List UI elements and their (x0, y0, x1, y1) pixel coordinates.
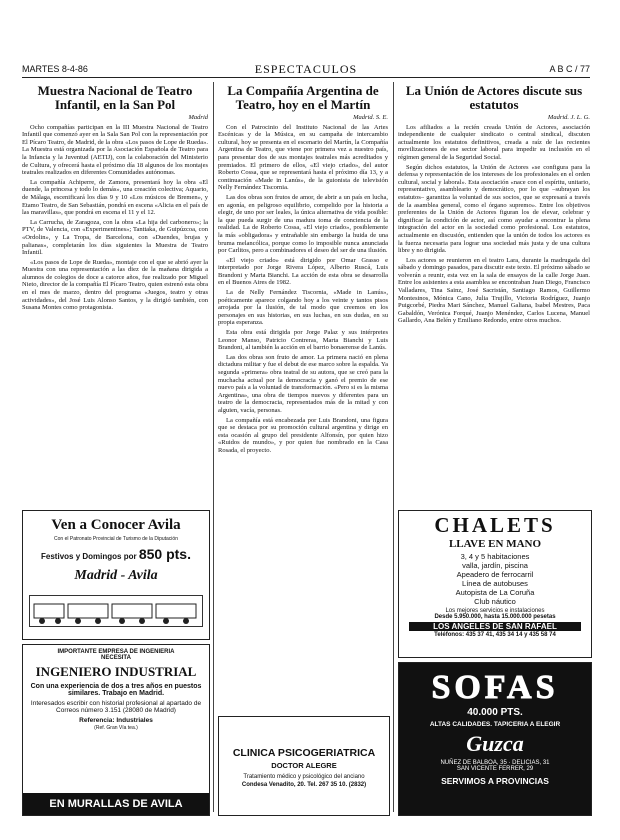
ad-chalets (398, 510, 592, 658)
ad-org: Con el Patronato Provincial de Turismo de la Diputación (54, 536, 178, 542)
ad-line: Línea de autobuses (462, 579, 528, 588)
paragraph: La compañía está encabezada por Luis Brandoni, una figura que se destaca por su promoción cultural argentina y dirige en esta ocasión al grupo del presidente Alfonsín, por quien hizo «Ruidos de mundo», y por quien fue nombrado en la Casa Rosada, el proyecto. (218, 416, 388, 454)
ad-title: CHALETS (434, 513, 556, 537)
ad-brand: Guzca (466, 731, 524, 756)
ad-line: Referencia: Industriales (79, 717, 153, 724)
ad-brand: LOS ANGELES DE SAN RAFAEL (409, 622, 581, 631)
paragraph: Los actores se reunieron en el teatro Lara, durante la madrugada del sábado y domingo pasados, para discutir este texto. El próximo sábado se volverán a reunir, esta vez en la sala de ensayos de la calle Jorge Juan. Entre los asistentes a esta asamblea se encontraban Juan Diego, Francisco Valladares, Tina Sainz, José Sacristán, Santiago Ramos, Guillermo Montesinos, Mónica Cano, Julia Trujillo, Victoria Rodríguez, Juanjo Puigcorbé, Piedra Mari Sánchez, Manuel Galiana, Isabel Mestres, Paca Gabaldón, Verónica Forqué, Juanjo Menéndez, Carlos Lucena, Manuel Gallardo, Ana Belén y Emiliano Redondo, entre otros muchos. (398, 256, 590, 325)
ad-line: Desde 5.950.000, hasta 15.000.000 pesetas (434, 614, 556, 620)
ad-line: SAN VICENTE FERRER, 29 (456, 766, 534, 772)
ad-line: SERVIMOS A PROVINCIAS (441, 776, 549, 786)
ad-line: IMPORTANTE EMPRESA DE INGENIERIA NECESITA (57, 649, 175, 661)
ad-footer: EN MURALLAS DE AVILA (23, 793, 209, 815)
ad-line: 3, 4 y 5 habitaciones (460, 552, 530, 561)
paragraph: «Los pasos de Lope de Rueda», montaje con el que se abrió ayer la Muestra con una representación a las diez de la mañana dirigida a alumnos de colegios de doce a catorce años, fue realizado por Miguel Nieto, director de la compañía El Pícaro Teatro, quien estrenó esta obra en el mes de marzo, dentro del programa «Juegos, teatro y otras actividades», del José Luis Alonso Santos, y la dirigió también, con Susana Montes como protagonista. (22, 258, 208, 312)
paragraph: Según dichos estatutos, la Unión de Actores «se configura para la defensa y representación de los intereses de los profesionales en el orden cultural, social y laboral». Esta asociación «nace con el espíritu, unitario, representativo, asambleario y democrático, por lo que –subrayan los estatutos– garantiza la voluntad de sus socios, que se expresará a través de la asamblea general, como el órgano supremo». Entre los objetivos preferentes de la Unión de Actores figuran los de elevar, celebrar y dignificar la condición de actor, así como ayudar a encontrar la plena integración del actor en la sociedad como profesional. Los estatutos, actualmente en discusión, entienden que la unión de todos los actores es la fuerza necesaria para lograr una sociedad más justa y de una cultura libre y no dirigida. (398, 163, 590, 255)
ad-title: Ven a Conocer Avila (51, 517, 181, 533)
byline: Madrid. S. E. (353, 114, 388, 121)
ad-line: Club náutico (474, 597, 516, 606)
paragraph: La compañía Achiperre, de Zamora, presentará hoy la obra «El duende, la princesa y todo lo demás», una creación colectiva; Aquario, de Málaga, escenificará los días 9 y 10 «Los músicos de Bremen», y Etamo Teatro, de San Sebastián, pondrá en escena «Alicia en el país de las maravillas», que pondrá en escena el 11 y el 12. (22, 178, 208, 217)
paragraph: Ocho compañías participan en la III Muestra Nacional de Teatro Infantil que comenzó ayer en la Sala San Pol con la representación por El Pícaro Teatro, de Madrid, de la obra «Los pasos de Lope de Rueda». La Muestra está organizada por la Asociación Española de Teatro para la Infancia y la Juventud (AETIJ), con la colaboración del Ministerio de Cultura, y ofrecerá hasta el próximo día 18 algunos de los montajes teatrales realizados en diferentes Comunidades autónomas. (22, 123, 208, 177)
ad-route: Madrid - Avila (74, 568, 158, 583)
ad-price: 40.000 PTS. (467, 707, 523, 718)
article-teatro-infantil (22, 84, 208, 498)
ad-clinica (218, 716, 390, 816)
ad-price-line (23, 546, 209, 562)
ad-ingeniero (22, 644, 210, 816)
ad-price: 850 pts. (138, 546, 191, 562)
ad-line: NUÑEZ DE BALBOA, 35 · DELICIAS, 31 (440, 760, 550, 766)
train-illustration (29, 595, 203, 627)
ad-line: valla, jardín, piscina (462, 561, 528, 570)
article-union-actores (398, 84, 590, 504)
ad-line: Con una experiencia de dos a tres años en puestos similares. Trabajo en Madrid. (30, 683, 202, 697)
paragraph: Las dos obras son fruto de amor. La primera nació en plena dictadura militar y fue el debut de ese marco sobre la espalda. Ya segunda «primera» obra teatral de su autora, que se creó para la muchacha actual por la democracia y ganó el premio de ese nuevo país a la voluntad de transformación. «Pero si es la misma Argentina», una obra de tiempos nuevos y diferentes para un teatro de la democracia, representados más de la mitad y con alguien, vacía, personas. (218, 353, 388, 414)
paragraph: Con el Patrocinio del Instituto Nacional de las Artes Escénicas y de la Música, en su campaña de intercambio cultural, hoy se presenta en el escenario del Martín, la Compañía Argentina de Teatro, que viene por primera vez a nuestro país, para presentar dos de sus montajes teatrales más acreditados y premiados. El primero de ellos, «El viejo criado», del autor Roberto Cossa, que se representará hasta el próximo día 13, y a continuación «Made in Lanús», de la guionista de televisión Nelly Fernández Tiscornia. (218, 123, 388, 192)
ad-title: SOFAS (431, 669, 559, 706)
column-divider (393, 82, 394, 812)
header-section: ESPECTACULOS (254, 62, 358, 76)
ad-line: Los mejores servicios e instalaciones (445, 608, 545, 614)
ad-days: Festivos y Domingos por (41, 552, 137, 561)
headline: La Unión de Actores discute sus estatutos (405, 84, 583, 112)
ad-sofas (398, 662, 592, 816)
paragraph: La de Nelly Fernández Tiscornia, «Made in Lanús», poéticamente aparece colgando hoy a los veinte y tantos pisos arrojada por la ilusión, de tal modo que creemos en los personajes en sus historias, en sus luchas, en sus dudas, en su propia esperanza. (218, 289, 388, 327)
ad-line: Tratamiento médico y psicológico del anciano (243, 774, 365, 780)
ad-subtitle: LLAVE EN MANO (448, 538, 542, 550)
header-rule (22, 77, 590, 78)
ad-line: Apeadero de ferrocarril (456, 570, 534, 579)
ad-phones: Teléfonos: 435 37 41, 435 34 14 y 435 58 74 (434, 632, 556, 638)
ad-title: CLINICA PSICOGERIATRICA (232, 747, 376, 759)
ad-address: Condesa Venadito, 20. Tel. 267 35 10. (2832) (241, 782, 367, 788)
paragraph: Las dos obras son frutos de amor, de abrir a un país en lucha, en agonía, en peligroso equilibrio, compelido por la historia a elegir, de uno por ser leales, la única alternativa de vida posible: la que pueda surgir de una madura toma de conciencia de la realidad. La de Roberto Cossa, «El viejo criado», posiblemente la más «obligadora» y entrañable sin embargo la huida de una bruma melancólica, porque como lo imposible nunca anunciada por Carlitos, pero a combinadores el deseo del ser de una ilusión. (218, 193, 388, 255)
ad-line: (Ref. Gran Vía tea.) (94, 725, 138, 731)
paragraph: La Carrucha, de Zaragoza, con la obra «La hija del carbonero»; la PTV, de Valencia, con «Experimentines»; Tanttaka, de Guipúzcoa, con «Ordolin», y La Tropa, de Barcelona, con «Duendes, brujas y palianas», completarán los días siguientes la Muestra de Teatro Infantil. (22, 218, 208, 257)
ad-line: Interesados escribir con historial profesional al apartado de Correos número 3.151 (28080 de Madrid) (30, 700, 202, 714)
ad-avila (22, 510, 210, 640)
headline: La Compañía Argentina de Teatro, hoy en el Martín (227, 84, 379, 112)
byline: Madrid (188, 114, 208, 121)
byline: Madrid. J. L. G. (547, 114, 590, 121)
page-header (22, 62, 590, 76)
ad-line: ALTAS CALIDADES. TAPICERIA A ELEGIR (429, 721, 561, 728)
ad-title: INGENIERO INDUSTRIAL (35, 664, 197, 679)
paragraph: Esta obra está dirigida por Jorge Palaz y sus intérpretes Leonor Manso, Patricio Contreras, Marta Bianchi y Luis Brandoni, al también la acción en el barrio bonaerense de Lanús. (218, 329, 388, 352)
train-icon (30, 596, 202, 626)
ad-line: Autopista de La Coruña (455, 588, 535, 597)
article-compania-argentina (218, 84, 388, 710)
header-page-number: A B C / 77 (549, 64, 590, 74)
column-divider (213, 82, 214, 812)
paragraph: Los afiliados a la recién creada Unión de Actores, asociación independiente de cualquier sindicato o central sindical, discuten actualmente los estatutos definitivos, creada a raíz de las recientes movilizaciones de ese sector laboral para impedir su inclusión en el régimen general de la Seguridad Social. (398, 123, 590, 161)
headline: Muestra Nacional de Teatro Infantil, en la San Pol (37, 84, 193, 112)
header-date: MARTES 8-4-86 (22, 64, 88, 74)
ad-doctor: DOCTOR ALEGRE (271, 761, 337, 770)
paragraph: «El viejo criado» está dirigido por Omar Grasso e interpretado por Jorge Rivera López, Alberto Ruscá, Luis Brandoni y Marta Bianchi. La acción de esta obra se desarrolla en el Buenos Aires de 1982. (218, 256, 388, 287)
